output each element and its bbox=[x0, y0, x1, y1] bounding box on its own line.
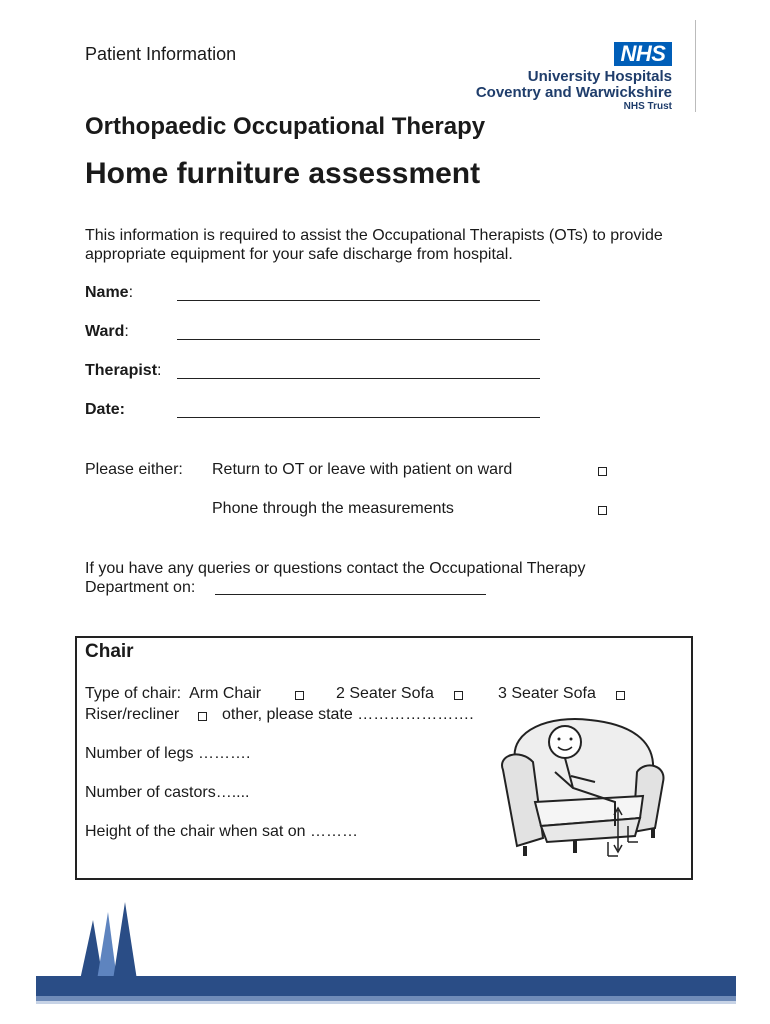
org-name-line2: Coventry and Warwickshire bbox=[475, 84, 672, 101]
option-phone-checkbox[interactable] bbox=[598, 506, 607, 515]
arm-chair-checkbox[interactable] bbox=[295, 691, 304, 700]
queries-line1: If you have any queries or questions contact the Occupational Therapy bbox=[85, 560, 586, 577]
spires-logo-icon bbox=[75, 900, 145, 980]
castors-field[interactable]: Number of castors….... bbox=[85, 784, 250, 801]
header-divider bbox=[695, 20, 696, 112]
org-trust: NHS Trust bbox=[623, 101, 672, 112]
queries-text bbox=[85, 559, 685, 597]
intro-text: This information is required to assist the Occupational Therapists (OTs) to provide appropriate equipment for your safe discharge from hospital. bbox=[85, 227, 663, 263]
name-label: Name: bbox=[85, 284, 134, 301]
name-field[interactable] bbox=[177, 300, 540, 301]
nhs-logo: NHS bbox=[614, 42, 672, 66]
option-phone-label: Phone through the measurements bbox=[212, 500, 454, 517]
option-return-checkbox[interactable] bbox=[598, 467, 607, 476]
riser-label: Riser/recliner bbox=[85, 706, 180, 723]
riser-checkbox[interactable] bbox=[198, 712, 207, 721]
header-label: Patient Information bbox=[85, 44, 237, 64]
therapist-field[interactable] bbox=[177, 378, 540, 379]
option-return-label: Return to OT or leave with patient on ward bbox=[212, 461, 513, 478]
page-title: Home furniture assessment bbox=[85, 157, 481, 190]
ward-label: Ward: bbox=[85, 323, 129, 340]
chair-heading: Chair bbox=[85, 641, 134, 662]
three-seater-label: 3 Seater Sofa bbox=[498, 685, 596, 702]
three-seater-checkbox[interactable] bbox=[616, 691, 625, 700]
date-field[interactable] bbox=[177, 417, 540, 418]
org-name-line1: University Hospitals bbox=[527, 68, 672, 85]
chair-illustration bbox=[495, 710, 675, 860]
chair-type-label: Type of chair: Arm Chair bbox=[85, 685, 262, 702]
two-seater-checkbox[interactable] bbox=[454, 691, 463, 700]
other-chair-field[interactable]: other, please state …………………. bbox=[222, 706, 474, 723]
legs-field[interactable]: Number of legs ………. bbox=[85, 745, 251, 762]
two-seater-label: 2 Seater Sofa bbox=[336, 685, 434, 702]
queries-line2: Department on: bbox=[85, 579, 196, 596]
ward-field[interactable] bbox=[177, 339, 540, 340]
footer-band bbox=[36, 976, 736, 996]
therapist-label: Therapist: bbox=[85, 362, 162, 379]
page-subtitle: Orthopaedic Occupational Therapy bbox=[85, 113, 486, 140]
footer-band-tertiary bbox=[36, 1001, 736, 1004]
either-label: Please either: bbox=[85, 461, 183, 478]
height-field[interactable]: Height of the chair when sat on ……… bbox=[85, 823, 359, 840]
date-label: Date: bbox=[85, 401, 126, 418]
department-phone-field[interactable] bbox=[215, 594, 486, 595]
